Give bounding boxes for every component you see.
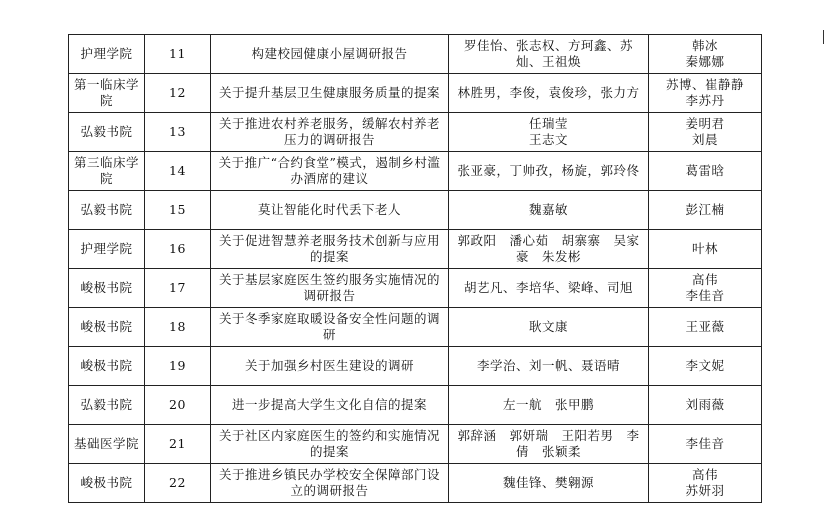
advisor-cell: 苏博、崔静静 李苏丹 — [649, 74, 762, 113]
college-cell: 弘毅书院 — [69, 191, 145, 230]
number-cell: 19 — [145, 347, 211, 386]
table-row — [69, 35, 762, 74]
number-cell: 17 — [145, 269, 211, 308]
title-cell: 关于推进乡镇民办学校安全保障部门设立的调研报告 — [211, 464, 449, 503]
college-cell: 护理学院 — [69, 35, 145, 74]
advisor-cell: 李文妮 — [649, 347, 762, 386]
table-row — [69, 347, 762, 386]
college-cell: 弘毅书院 — [69, 113, 145, 152]
members-cell: 林胜男，李俊，袁俊珍，张力方 — [449, 74, 649, 113]
number-cell: 11 — [145, 35, 211, 74]
members-cell: 魏佳锋、樊翱源 — [449, 464, 649, 503]
title-cell: 关于基层家庭医生签约服务实施情况的调研报告 — [211, 269, 449, 308]
number-cell: 22 — [145, 464, 211, 503]
members-cell: 罗佳怡、张志权、方珂鑫、苏灿、王祖焕 — [449, 35, 649, 74]
number-cell: 20 — [145, 386, 211, 425]
advisor-cell: 叶林 — [649, 230, 762, 269]
title-cell: 关于推广“合约食堂”模式，遏制乡村滥办酒席的建议 — [211, 152, 449, 191]
college-cell: 第一临床学院 — [69, 74, 145, 113]
table-row — [69, 386, 762, 425]
college-cell: 峻极书院 — [69, 464, 145, 503]
table-body — [69, 35, 762, 503]
title-cell: 关于加强乡村医生建设的调研 — [211, 347, 449, 386]
members-cell: 李学治、刘一帆、聂语晴 — [449, 347, 649, 386]
table-row — [69, 425, 762, 464]
title-cell: 关于社区内家庭医生的签约和实施情况的提案 — [211, 425, 449, 464]
title-cell: 关于冬季家庭取暖设备安全性问题的调研 — [211, 308, 449, 347]
number-cell: 21 — [145, 425, 211, 464]
number-cell: 13 — [145, 113, 211, 152]
table-row — [69, 191, 762, 230]
number-cell: 14 — [145, 152, 211, 191]
number-cell: 12 — [145, 74, 211, 113]
awards-table — [68, 34, 762, 503]
number-cell: 16 — [145, 230, 211, 269]
college-cell: 基础医学院 — [69, 425, 145, 464]
college-cell: 峻极书院 — [69, 269, 145, 308]
number-cell: 15 — [145, 191, 211, 230]
members-cell: 胡艺凡、李培华、梁峰、司旭 — [449, 269, 649, 308]
college-cell: 峻极书院 — [69, 347, 145, 386]
advisor-cell: 葛雷晗 — [649, 152, 762, 191]
college-cell: 弘毅书院 — [69, 386, 145, 425]
members-cell: 任瑞莹 王志文 — [449, 113, 649, 152]
advisor-cell: 刘雨薇 — [649, 386, 762, 425]
members-cell: 张亚豪，丁帅孜，杨旋，郭玲佟 — [449, 152, 649, 191]
title-cell: 构建校园健康小屋调研报告 — [211, 35, 449, 74]
title-cell: 关于提升基层卫生健康服务质量的提案 — [211, 74, 449, 113]
table-row — [69, 269, 762, 308]
table-row — [69, 74, 762, 113]
number-cell: 18 — [145, 308, 211, 347]
advisor-cell: 高伟 苏妍羽 — [649, 464, 762, 503]
college-cell: 峻极书院 — [69, 308, 145, 347]
title-cell: 莫让智能化时代丢下老人 — [211, 191, 449, 230]
table-row — [69, 464, 762, 503]
members-cell: 郭政阳 潘心茹 胡寨寨 吴家豪 朱发彬 — [449, 230, 649, 269]
advisor-cell: 王亚薇 — [649, 308, 762, 347]
college-cell: 护理学院 — [69, 230, 145, 269]
advisor-cell: 姜明君 刘晨 — [649, 113, 762, 152]
table-row — [69, 113, 762, 152]
table-row — [69, 230, 762, 269]
members-cell: 郭辞涵 郭妍瑞 王阳若男 李倩 张颖柔 — [449, 425, 649, 464]
advisor-cell: 韩冰 秦娜娜 — [649, 35, 762, 74]
title-cell: 关于推进农村养老服务，缓解农村养老压力的调研报告 — [211, 113, 449, 152]
advisor-cell: 高伟 李佳音 — [649, 269, 762, 308]
page-edge-mark — [823, 30, 830, 44]
members-cell: 魏嘉敏 — [449, 191, 649, 230]
advisor-cell: 李佳音 — [649, 425, 762, 464]
members-cell: 耿文康 — [449, 308, 649, 347]
members-cell: 左一航 张甲鹏 — [449, 386, 649, 425]
college-cell: 第三临床学院 — [69, 152, 145, 191]
advisor-cell: 彭江楠 — [649, 191, 762, 230]
title-cell: 进一步提高大学生文化自信的提案 — [211, 386, 449, 425]
table-row — [69, 308, 762, 347]
table-row — [69, 152, 762, 191]
title-cell: 关于促进智慧养老服务技术创新与应用的提案 — [211, 230, 449, 269]
